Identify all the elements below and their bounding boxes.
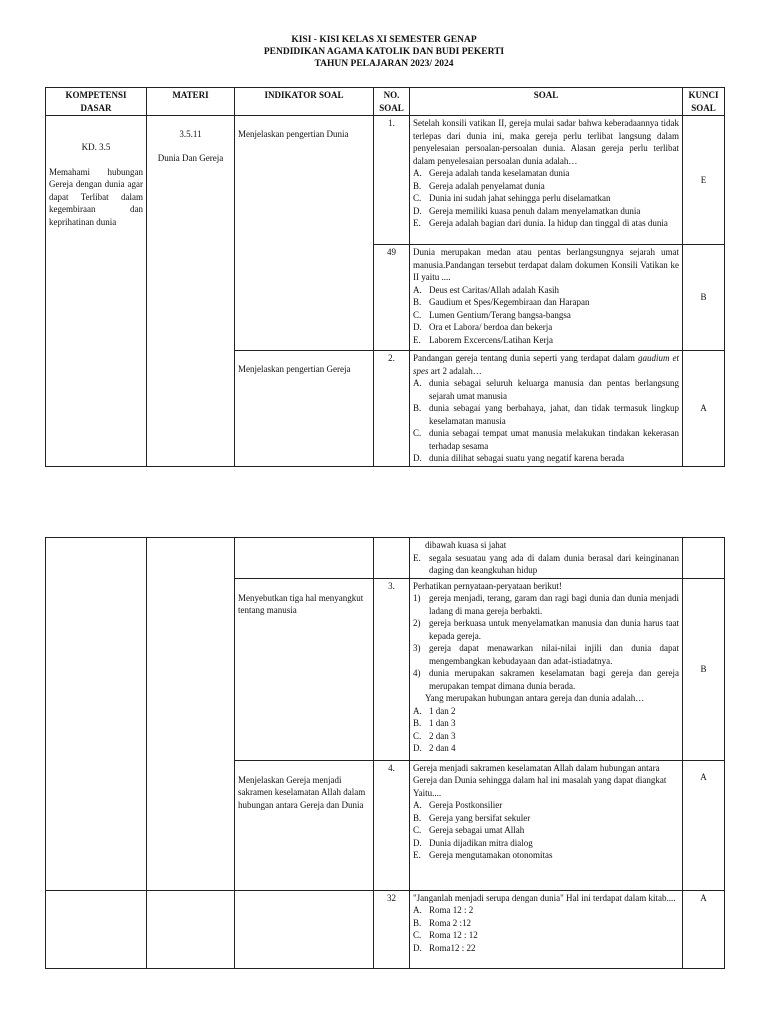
- answer-option: A. Gereja adalah tanda keselamatan dunia: [413, 168, 570, 178]
- statement-item: 4) dunia merupakan sakramen keselamatan bagi gereja dan gereja merupakan tempat dimana dunia berada.: [413, 668, 679, 691]
- indikator-q32: [235, 890, 374, 968]
- answer-option: D. Ora et Labora/ berdoa dan bekerja: [413, 322, 553, 332]
- q32-options: [413, 904, 679, 954]
- answer-option: E. Gereja mengutamakan otonomitas: [413, 850, 553, 860]
- no-q2: 2.: [374, 351, 410, 467]
- indikator-q3-text: Menyebutkan tiga hal menyangkut tentang manusia: [238, 592, 364, 615]
- answer-option: C. Dunia ini sudah jahat sehingga perlu diselamatkan: [413, 193, 611, 203]
- no-q4: 4.: [374, 760, 410, 890]
- statement-item: 2) gereja berkuasa untuk menyelamatkan manusia dan dunia harus taat kepada gereja.: [413, 618, 679, 641]
- answer-option: B. Gereja yang bersifat sekuler: [413, 812, 531, 823]
- col-header-kd: KOMPETENSI DASAR: [46, 88, 147, 116]
- materi-cell-cont: [147, 538, 235, 891]
- soal-q32: [410, 890, 683, 968]
- answer-option: C. dunia sebagai tempat umat manusia melakukan tindakan kekerasan terhadap sesama: [413, 428, 679, 451]
- soal-q1: [410, 116, 683, 245]
- q2-option-d-cont: dibawah kuasa si jahat: [425, 540, 507, 550]
- doc-title-line3: TAHUN PELAJARAN 2023/ 2024: [314, 59, 454, 69]
- answer-option: A. Deus est Caritas/Allah adalah Kasih: [413, 284, 559, 295]
- materi-cell: [147, 116, 235, 467]
- q49-options: [413, 284, 679, 347]
- answer-option: D. Dunia dijadikan mitra dialog: [413, 837, 533, 848]
- kisi-table-page1: [45, 87, 725, 467]
- soal-q49: [410, 245, 683, 351]
- answer-option: C. 2 dan 3: [413, 730, 456, 741]
- q4-stem-1: Gereja menjadi sakramen keselamatan Allah dalam hubungan antara: [413, 762, 660, 773]
- answer-option: B. Roma 2 :12: [413, 917, 471, 928]
- q4-options: [413, 799, 679, 862]
- materi-title: Dunia Dan Gereja: [157, 152, 224, 163]
- doc-title-line1: KISI - KISI KELAS XI SEMESTER GENAP: [291, 35, 477, 45]
- soal-q2: [410, 351, 683, 467]
- col-header-no: NO. SOAL: [374, 88, 410, 116]
- answer-option: C. Lumen Gentium/Terang bangsa-bangsa: [413, 309, 571, 320]
- answer-option: D. 2 dan 4: [413, 743, 456, 753]
- q3-question: Yang merupakan hubungan antara gereja dan dunia adalah…: [425, 693, 645, 703]
- kunci-q4: A: [683, 760, 725, 890]
- answer-option: A. Roma 12 : 2: [413, 905, 474, 915]
- answer-option: B. Gereja adalah penyelamat dunia: [413, 180, 545, 191]
- no-q49: 49: [374, 245, 410, 351]
- statement-item: 1) gereja menjadi, terang, garam dan ragi bagi dunia dan dunia menjadi ladang di mana gereja berbakti.: [413, 593, 679, 616]
- answer-option: A. Gereja Postkonsilier: [413, 800, 503, 810]
- q3-stem: Perhatikan pernyataan-peryataan berikut!: [413, 580, 562, 591]
- no-q2-cont: [374, 538, 410, 579]
- indikator-q1-text: Menjelaskan pengertian Dunia: [238, 129, 349, 139]
- answer-option: B. 1 dan 3: [413, 718, 456, 728]
- answer-option: A. dunia sebagai seluruh keluarga manusia dan pentas berlangsung sejarah umat manusia: [413, 378, 679, 401]
- kd-text: Memahami hubungan Gereja dengan dunia agar dapat Terlibat dalam kegembiraan dan keprihatinan dunia: [49, 166, 143, 227]
- statement-item: 3) gereja dapat menawarkan nilai-nilai injili dan dunia dapat mengembangkan kebudayaan dan adat-istiadatnya.: [413, 643, 679, 666]
- indikator-q2: [235, 351, 374, 467]
- kd-code: KD. 3.5: [81, 142, 111, 152]
- col-header-soal: SOAL: [410, 88, 683, 116]
- q3-statements: [413, 592, 679, 692]
- kisi-table-page2: [45, 537, 725, 969]
- q4-stem-2: Gereja dan Dunia sehingga dalam hal ini masalah yang dapat diangkat: [413, 775, 667, 785]
- answer-option: D. Roma12 : 22: [413, 942, 476, 953]
- answer-option: C. Roma 12 : 12: [413, 930, 478, 940]
- answer-option: D. dunia dilihat sebagai suatu yang negatif karena berada: [413, 453, 625, 463]
- q1-options: [413, 167, 679, 230]
- soal-q4: [410, 760, 683, 890]
- indikator-q4: [235, 760, 374, 890]
- q49-stem: Dunia merupakan medan atau pentas berlangsungnya sejarah umat manusia.Pandangan tersebut terdapat dalam dokumen Konsili Vatikan ke II yaitu ....: [413, 247, 679, 282]
- soal-q2-cont: [410, 538, 683, 579]
- kunci-q1: E: [683, 116, 725, 245]
- kunci-q2: A: [683, 351, 725, 467]
- materi-code: 3.5.11: [179, 129, 202, 139]
- indikator-q2-cont: [235, 538, 374, 579]
- q32-stem: "Janganlah menjadi serupa dengan dunia" Hal ini terdapat dalam kitab....: [413, 892, 676, 903]
- materi-cell-q32: [147, 890, 235, 968]
- soal-q3: [410, 578, 683, 760]
- kd-cell: [46, 116, 147, 467]
- answer-option: B. dunia sebagai yang berbahaya, jahat, dan tidak termasuk lingkup keselamatan manusia: [413, 403, 679, 426]
- answer-option: B. Gaudium et Spes/Kegembiraan dan Harapan: [413, 297, 590, 307]
- answer-option: D. Gereja memiliki kuasa penuh dalam menyelamatkan dunia: [413, 205, 641, 216]
- q3-options: [413, 705, 679, 755]
- q2-options: [413, 377, 679, 465]
- col-header-materi: MATERI: [147, 88, 235, 116]
- q2-stem: Pandangan gereja tentang dunia seperti yang terdapat dalam gaudium et spes art 2 adalah…: [413, 353, 679, 376]
- answer-option: A. 1 dan 2: [413, 705, 456, 716]
- no-q1: 1.: [374, 116, 410, 245]
- col-header-kunci: KUNCI SOAL: [683, 88, 725, 116]
- doc-title-line2: PENDIDIKAN AGAMA KATOLIK DAN BUDI PEKERTI: [263, 47, 505, 57]
- col-header-indikator: INDIKATOR SOAL: [235, 88, 374, 116]
- kunci-q3: B: [683, 578, 725, 760]
- no-q32: 32: [374, 890, 410, 968]
- kd-cell-cont: [46, 538, 147, 891]
- kunci-q32: A: [683, 890, 725, 968]
- no-q3: 3.: [374, 578, 410, 760]
- kunci-q2-cont: [683, 538, 725, 579]
- kd-cell-q32: [46, 890, 147, 968]
- q1-stem: Setelah konsili vatikan II, gereja mulai sadar bahwa keberadaannya tidak terlepas dari dunia ini, maka gereja perlu terlibat langsung dalam penyelesaian persoalan-persoalan dunia. Alasan gereja perlu terlibat dalam penyelesaian persoalan dunia adalah…: [413, 118, 679, 166]
- answer-option: E. Laborem Excercens/Latihan Kerja: [413, 334, 553, 345]
- answer-option: E. Gereja adalah bagian dari dunia. Ia hidup dan tinggal di atas dunia: [413, 218, 668, 228]
- indikator-q4-text: Menjelaskan Gereja menjadi sakramen keselamatan Allah dalam hubungan antara Gereja dan Dunia: [238, 774, 366, 810]
- kunci-q49: B: [683, 245, 725, 351]
- indikator-q1: [235, 116, 374, 351]
- q4-stem-3: Yaitu....: [413, 787, 442, 798]
- answer-option: C. Gereja sebagai umat Allah: [413, 825, 525, 835]
- indikator-q2-text: Menjelaskan pengertian Gereja: [238, 364, 351, 374]
- q2-option-e: E. segala sesuatau yang ada di dalam dunia berasal dari keinginanan daging dan keangkuhan hidup: [413, 552, 679, 575]
- indikator-q3: [235, 578, 374, 760]
